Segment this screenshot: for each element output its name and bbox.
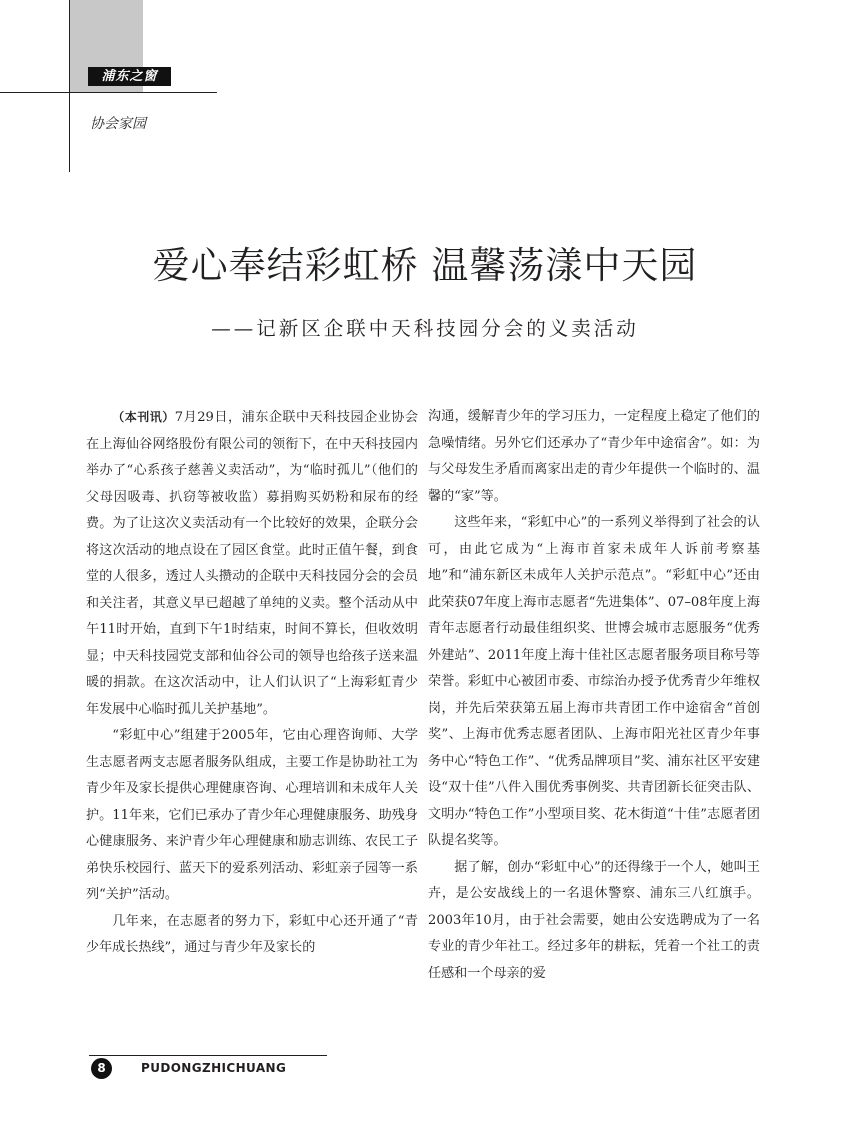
paragraph-3-continued: 沟通，缓解青少年的学习压力，一定程度上稳定了他们的急噪情绪。另外它们还承办了“青少年中途宿舍”。如：为与父母发生矛盾而离家出走的青少年提供一个临时的、温馨的“家”等。	[428, 409, 760, 504]
article-subtitle: ——记新区企联中天科技园分会的义卖活动	[211, 317, 639, 340]
paragraph-3: 几年来，在志愿者的努力下，彩虹中心还开通了“青少年成长热线”，通过与青少年及家长的	[86, 913, 418, 955]
footer-rule	[89, 1055, 327, 1056]
paragraph-2: “彩虹中心”组建于2005年，它由心理咨询师、大学生志愿者两支志愿者服务队组成，主要工作是协助社工为青少年及家长提供心理健康咨询、心理培训和未成年人关护。11年来，它们已承办了青少年心理健康服务、助残身心健康服务、来沪青少年心理健康和励志训练、农民工子弟快乐校园行、蓝天下的爱系列活动、彩虹亲子园等一系列“关护”活动。	[86, 728, 418, 902]
article-column-right	[428, 404, 760, 987]
paragraph-4: 这些年来，“彩虹中心”的一系列义举得到了社会的认可，由此它成为“上海市首家未成年人诉前考察基地”和“浦东新区未成年人关护示范点”。“彩虹中心”还由此荣获07年度上海市志愿者“先进集体”、07–08年度上海青年志愿者行动最佳组织奖、世博会城市志愿服务“优秀外建站”、2011年度上海十佳社区志愿者服务项目称号等荣誉。彩虹中心被团市委、市综治办授予优秀青少年维权岗，并先后荣获第五届上海市共青团工作中途宿舍“首创奖”、上海市优秀志愿者团队、上海市阳光社区青少年事务中心“特色工作”、“优秀品牌项目”奖、浦东社区平安建设“双十佳”八件入围优秀事例奖、共青团新长征突击队、文明办“特色工作”小型项目奖、花木街道“十佳”志愿者团队提名奖等。	[428, 515, 760, 848]
article-column-left	[86, 404, 418, 962]
header-vertical-rule	[69, 0, 70, 172]
paragraph-1	[86, 404, 418, 723]
article-title: 爱心奉结彩虹桥 温馨荡漾中天园	[152, 244, 698, 287]
footer-brand: PUDONGZHICHUANG	[141, 1061, 287, 1075]
paragraph-1-text: 7月29日，浦东企联中天科技园企业协会在上海仙谷网络股份有限公司的领衔下，在中天科技园内举办了“心系孩子慈善义卖活动”，为“临时孤儿”（他们的父母因吸毒、扒窃等被收监）募捐购买奶粉和尿布的经费。为了让这次义卖活动有一个比较好的效果，企联分会将这次活动的地点设在了园区食堂。此时正值午餐，到食堂的人很多，透过人头攒动的企联中天科技园分会的会员和关注者，其意义早已超越了单纯的义卖。整个活动从中午11时开始，直到下午1时结束，时间不算长，但收效明显；中天科技园党支部和仙谷公司的领导也给孩子送来温暖的捐款。在这次活动中，让人们认识了“上海彩虹青少年发展中心临时孤儿关护基地”。	[86, 410, 418, 717]
paragraph-5: 据了解，创办“彩虹中心”的还得缘于一个人，她叫王卉，是公安战线上的一名退休警察、浦东三八红旗手。2003年10月，由于社会需要，她由公安选聘成为了一名专业的青少年社工。经过多年的耕耘，凭着一个社工的责任感和一个母亲的爱	[428, 859, 760, 981]
section-label: 协会家园	[90, 116, 146, 132]
header-horizontal-rule	[0, 92, 217, 93]
magazine-brand-tag: 浦东之窗	[88, 67, 171, 86]
dateline: （本刊讯）	[112, 410, 175, 424]
page-number: 8	[91, 1058, 112, 1079]
